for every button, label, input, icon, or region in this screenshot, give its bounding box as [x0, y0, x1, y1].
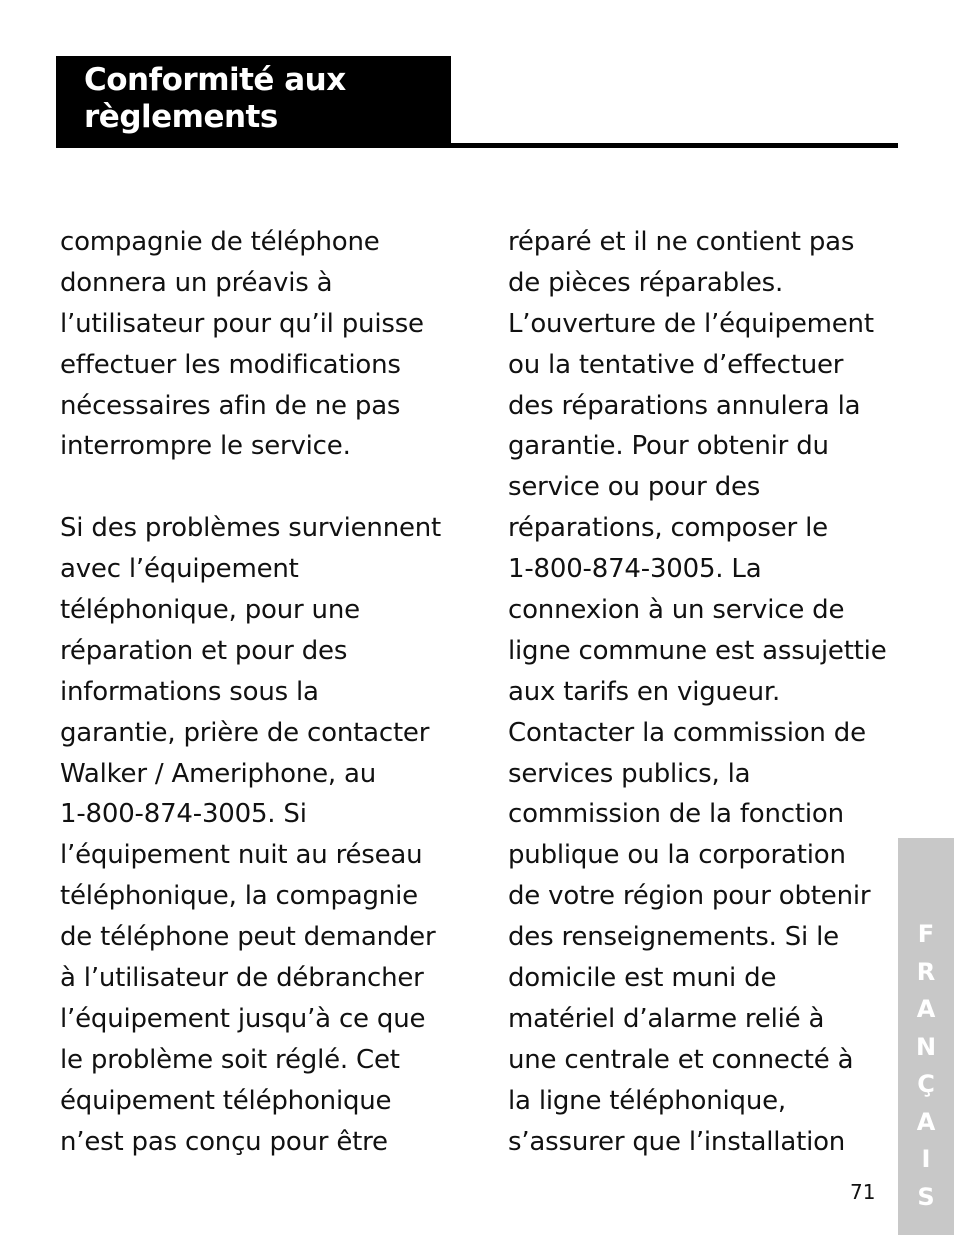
text-line: des renseignements. Si le [508, 922, 839, 953]
text-line: le problème soit réglé. Cet [60, 1044, 400, 1075]
text-line: interrompre le service. [60, 431, 351, 462]
text-line: l’équipement jusqu’à ce que [60, 1003, 426, 1034]
text-line: effectuer les modifications [60, 349, 401, 380]
language-tab-letter: Ç [917, 1070, 935, 1098]
section-title-line-1: Conformité aux [84, 62, 346, 98]
text-line: aux tarifs en vigueur. [508, 676, 781, 707]
page-number: 71 [850, 1180, 876, 1204]
text-line: l’équipement nuit au réseau [60, 840, 423, 871]
section-header [56, 56, 451, 148]
text-line: services publics, la [508, 758, 751, 789]
text-line: domicile est muni de [508, 963, 777, 994]
language-tab-letter: N [915, 1032, 937, 1061]
text-line: s’assurer que l’installation [508, 1126, 846, 1157]
text-line: garantie, prière de contacter [60, 717, 430, 748]
text-line: Walker / Ameriphone, au [60, 758, 377, 789]
text-line: ligne commune est assujettie [508, 635, 887, 666]
language-tab-letter: I [921, 1145, 931, 1173]
text-line: avec l’équipement [60, 554, 299, 585]
language-tab-letter: R [916, 957, 936, 986]
language-tab-letter: F [917, 920, 935, 948]
text-line: compagnie de téléphone [60, 227, 380, 257]
text-line: de votre région pour obtenir [508, 881, 871, 912]
text-line: commission de la fonction [508, 799, 844, 830]
text-line: publique ou la corporation [508, 840, 846, 871]
text-line: informations sous la [60, 676, 319, 707]
right-column [508, 222, 898, 1162]
text-line: de pièces réparables. [508, 267, 784, 298]
text-line: donnera un préavis à [60, 267, 333, 298]
text-line: nécessaires afin de ne pas [60, 390, 401, 421]
text-line: ou la tentative d’effectuer [508, 349, 844, 380]
text-line: 1-800-874-3005. Si [60, 799, 307, 830]
text-line: service ou pour des [508, 472, 761, 503]
text-line: la ligne téléphonique, [508, 1085, 786, 1116]
language-tab-letter: S [917, 1182, 935, 1211]
text-line: téléphonique, la compagnie [60, 881, 418, 912]
text-line: Si des problèmes surviennent [60, 513, 442, 544]
language-tab-letter: A [916, 995, 936, 1023]
left-column [60, 222, 460, 1162]
paragraph-gap [60, 467, 460, 508]
text-line: n’est pas conçu pour être [60, 1126, 388, 1157]
text-line: connexion à un service de [508, 595, 845, 626]
text-line: 1-800-874-3005. La [508, 554, 762, 585]
left-paragraph-2 [60, 508, 460, 1162]
text-line: des réparations annulera la [508, 390, 861, 421]
text-line: téléphonique, pour une [60, 595, 360, 626]
text-line: l’utilisateur pour qu’il puisse [60, 308, 424, 339]
language-tab-label [898, 916, 954, 1216]
text-line: une centrale et connecté à [508, 1044, 854, 1075]
text-line: Contacter la commission de [508, 717, 866, 748]
text-line: réparation et pour des [60, 635, 348, 666]
text-line: réparé et il ne contient pas [508, 227, 855, 257]
left-paragraph-1 [60, 222, 460, 467]
text-line: équipement téléphonique [60, 1085, 392, 1116]
language-tab-letter: A [916, 1107, 936, 1136]
text-line: à l’utilisateur de débrancher [60, 963, 424, 994]
section-title [84, 62, 346, 136]
text-line: de téléphone peut demander [60, 922, 436, 953]
language-side-tab [898, 838, 954, 1235]
text-line: réparations, composer le [508, 513, 828, 544]
header-rule [56, 143, 898, 148]
text-line: L’ouverture de l’équipement [508, 308, 874, 339]
section-title-line-2: règlements [84, 99, 278, 135]
text-line: garantie. Pour obtenir du [508, 431, 829, 462]
text-line: matériel d’alarme relié à [508, 1003, 825, 1034]
